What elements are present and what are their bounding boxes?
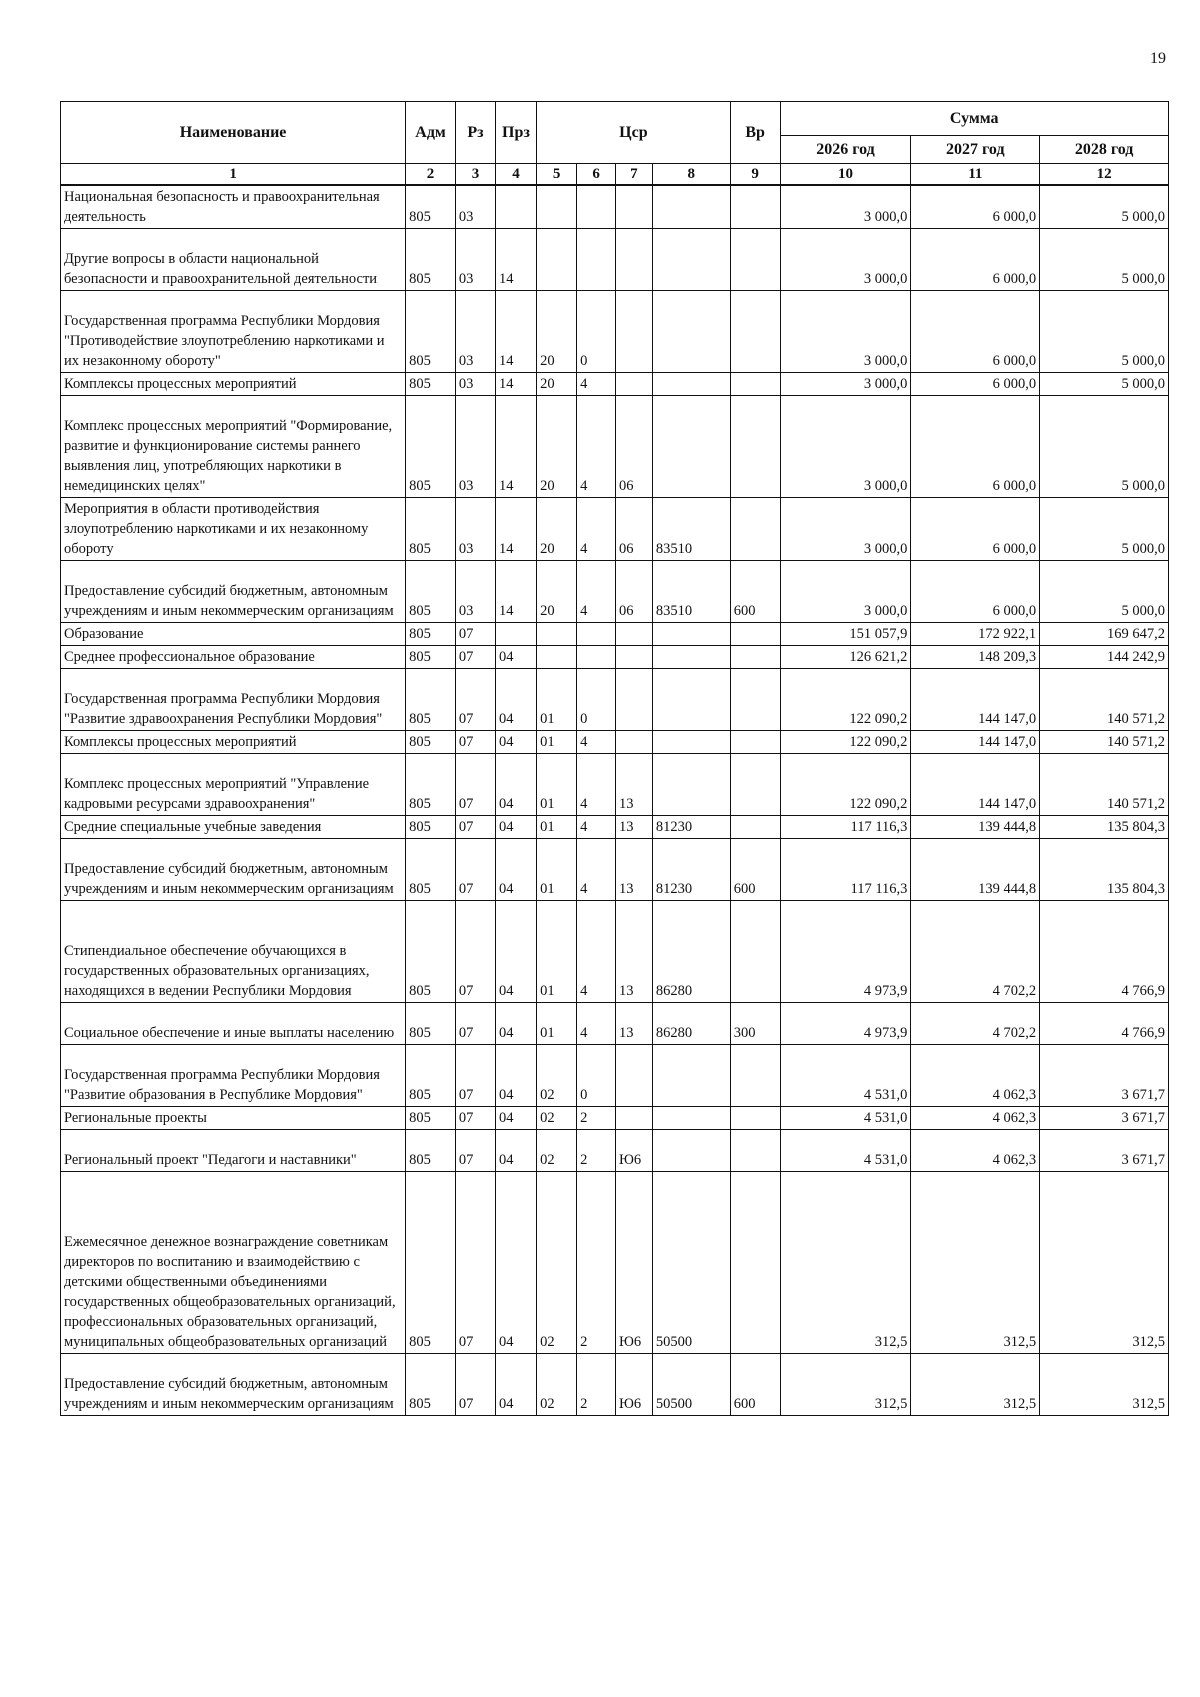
row-prz: 14 (495, 396, 536, 498)
row-vr (730, 291, 780, 373)
row-amount-2028: 169 647,2 (1040, 623, 1169, 646)
row-prz: 04 (495, 1172, 536, 1354)
row-amount-2027: 139 444,8 (911, 839, 1040, 901)
column-number: 2 (406, 164, 456, 186)
row-csr-type: 4 (577, 1003, 616, 1045)
row-name: Предоставление субсидий бюджетным, автономным учреждениям и иным некоммерческим организациям (61, 839, 406, 901)
row-csr-program: 20 (537, 373, 577, 396)
row-amount-2028: 5 000,0 (1040, 373, 1169, 396)
table-row (61, 1003, 1169, 1045)
row-name: Другие вопросы в области национальной безопасности и правоохранительной деятельности (61, 229, 406, 291)
row-csr-direction: 86280 (652, 901, 730, 1003)
row-name: Средние специальные учебные заведения (61, 816, 406, 839)
row-rz: 07 (455, 1354, 495, 1416)
row-adm: 805 (406, 901, 456, 1003)
row-amount-2026: 3 000,0 (780, 291, 911, 373)
row-csr-direction: 83510 (652, 498, 730, 561)
row-rz: 07 (455, 754, 495, 816)
row-amount-2027: 4 062,3 (911, 1130, 1040, 1172)
row-adm: 805 (406, 396, 456, 498)
row-csr-program: 01 (537, 1003, 577, 1045)
row-amount-2027: 312,5 (911, 1172, 1040, 1354)
row-rz: 03 (455, 396, 495, 498)
row-csr-direction: 81230 (652, 816, 730, 839)
row-csr-direction (652, 396, 730, 498)
row-csr-subprogram: Ю6 (616, 1172, 653, 1354)
row-amount-2027: 312,5 (911, 1354, 1040, 1416)
row-adm: 805 (406, 1130, 456, 1172)
row-csr-direction (652, 291, 730, 373)
row-csr-program: 02 (537, 1130, 577, 1172)
row-amount-2026: 122 090,2 (780, 731, 911, 754)
row-amount-2026: 122 090,2 (780, 754, 911, 816)
row-csr-direction (652, 229, 730, 291)
row-vr (730, 901, 780, 1003)
row-amount-2027: 6 000,0 (911, 396, 1040, 498)
row-amount-2026: 4 973,9 (780, 901, 911, 1003)
row-name: Комплекс процессных мероприятий "Формирование, развитие и функционирование системы раннего выявления лиц, употребляющих наркотики в немедицинских целях" (61, 396, 406, 498)
row-name: Предоставление субсидий бюджетным, автономным учреждениям и иным некоммерческим организациям (61, 1354, 406, 1416)
row-prz: 04 (495, 1045, 536, 1107)
header-year-2028: 2028 год (1040, 136, 1169, 164)
row-adm: 805 (406, 1003, 456, 1045)
row-rz: 07 (455, 623, 495, 646)
row-name: Региональные проекты (61, 1107, 406, 1130)
row-amount-2027: 144 147,0 (911, 669, 1040, 731)
row-amount-2028: 140 571,2 (1040, 754, 1169, 816)
row-amount-2026: 126 621,2 (780, 646, 911, 669)
row-amount-2027: 6 000,0 (911, 229, 1040, 291)
row-name: Среднее профессиональное образование (61, 646, 406, 669)
row-amount-2027: 172 922,1 (911, 623, 1040, 646)
row-amount-2028: 312,5 (1040, 1354, 1169, 1416)
row-csr-subprogram (616, 1107, 653, 1130)
row-rz: 07 (455, 1172, 495, 1354)
table-row (61, 1045, 1169, 1107)
row-amount-2028: 140 571,2 (1040, 669, 1169, 731)
row-adm: 805 (406, 373, 456, 396)
header-prz: Прз (495, 102, 536, 164)
row-name: Образование (61, 623, 406, 646)
table-body (61, 185, 1169, 1416)
row-prz (495, 623, 536, 646)
row-amount-2028: 3 671,7 (1040, 1130, 1169, 1172)
row-csr-program: 20 (537, 396, 577, 498)
row-csr-subprogram (616, 1045, 653, 1107)
row-amount-2028: 5 000,0 (1040, 498, 1169, 561)
column-number: 6 (577, 164, 616, 186)
row-amount-2027: 4 702,2 (911, 1003, 1040, 1045)
row-name: Стипендиальное обеспечение обучающихся в государственных образовательных организациях, находящихся в ведении Республики Мордовия (61, 901, 406, 1003)
column-number: 9 (730, 164, 780, 186)
header-adm: Адм (406, 102, 456, 164)
table-row (61, 754, 1169, 816)
column-number: 1 (61, 164, 406, 186)
row-adm: 805 (406, 731, 456, 754)
row-csr-program: 01 (537, 731, 577, 754)
row-amount-2027: 6 000,0 (911, 561, 1040, 623)
row-vr (730, 1045, 780, 1107)
row-csr-type: 4 (577, 754, 616, 816)
header-year-2027: 2027 год (911, 136, 1040, 164)
table-row (61, 185, 1169, 229)
row-amount-2028: 5 000,0 (1040, 185, 1169, 229)
row-rz: 07 (455, 901, 495, 1003)
row-vr (730, 816, 780, 839)
row-amount-2028: 4 766,9 (1040, 1003, 1169, 1045)
table-row (61, 1107, 1169, 1130)
row-vr (730, 1130, 780, 1172)
row-name: Комплексы процессных мероприятий (61, 373, 406, 396)
budget-table (60, 101, 1169, 1416)
row-csr-direction (652, 754, 730, 816)
row-adm: 805 (406, 623, 456, 646)
row-csr-program (537, 185, 577, 229)
row-prz: 14 (495, 373, 536, 396)
row-csr-type: 2 (577, 1172, 616, 1354)
row-csr-direction (652, 669, 730, 731)
row-csr-program: 20 (537, 498, 577, 561)
row-csr-program: 20 (537, 291, 577, 373)
column-number-row (61, 164, 1169, 186)
row-amount-2027: 4 062,3 (911, 1045, 1040, 1107)
row-amount-2026: 4 973,9 (780, 1003, 911, 1045)
row-rz: 07 (455, 669, 495, 731)
table-row (61, 373, 1169, 396)
header-sum: Сумма (780, 102, 1169, 136)
row-csr-subprogram (616, 373, 653, 396)
row-adm: 805 (406, 291, 456, 373)
row-csr-subprogram (616, 185, 653, 229)
row-csr-direction: 50500 (652, 1172, 730, 1354)
row-csr-direction (652, 731, 730, 754)
row-csr-program: 20 (537, 561, 577, 623)
row-amount-2027: 139 444,8 (911, 816, 1040, 839)
row-adm: 805 (406, 561, 456, 623)
row-name: Государственная программа Республики Мордовия "Противодействие злоупотреблению наркотиками и их незаконному обороту" (61, 291, 406, 373)
row-amount-2027: 6 000,0 (911, 291, 1040, 373)
row-amount-2027: 4 062,3 (911, 1107, 1040, 1130)
row-csr-type: 4 (577, 901, 616, 1003)
row-csr-direction: 81230 (652, 839, 730, 901)
row-vr (730, 185, 780, 229)
row-csr-subprogram: 13 (616, 816, 653, 839)
row-rz: 07 (455, 1130, 495, 1172)
row-csr-subprogram (616, 646, 653, 669)
row-prz: 04 (495, 731, 536, 754)
row-adm: 805 (406, 1354, 456, 1416)
row-csr-direction (652, 1130, 730, 1172)
row-amount-2026: 122 090,2 (780, 669, 911, 731)
row-csr-type: 4 (577, 816, 616, 839)
row-amount-2028: 140 571,2 (1040, 731, 1169, 754)
row-csr-subprogram: 13 (616, 839, 653, 901)
column-number: 11 (911, 164, 1040, 186)
table-row (61, 396, 1169, 498)
row-rz: 07 (455, 816, 495, 839)
row-name: Национальная безопасность и правоохранительная деятельность (61, 185, 406, 229)
table-row (61, 731, 1169, 754)
row-rz: 07 (455, 839, 495, 901)
row-name: Предоставление субсидий бюджетным, автономным учреждениям и иным некоммерческим организациям (61, 561, 406, 623)
column-number: 8 (652, 164, 730, 186)
row-prz: 04 (495, 669, 536, 731)
row-prz (495, 185, 536, 229)
header-rz: Рз (455, 102, 495, 164)
row-csr-program (537, 229, 577, 291)
table-row (61, 498, 1169, 561)
row-csr-subprogram (616, 229, 653, 291)
row-csr-direction (652, 185, 730, 229)
row-csr-program: 02 (537, 1107, 577, 1130)
table-row (61, 669, 1169, 731)
row-amount-2027: 6 000,0 (911, 373, 1040, 396)
row-csr-program: 02 (537, 1045, 577, 1107)
row-prz: 14 (495, 291, 536, 373)
row-csr-type: 0 (577, 1045, 616, 1107)
row-amount-2026: 3 000,0 (780, 396, 911, 498)
table-row (61, 561, 1169, 623)
row-prz: 04 (495, 839, 536, 901)
row-adm: 805 (406, 498, 456, 561)
row-csr-program: 02 (537, 1172, 577, 1354)
table-row (61, 646, 1169, 669)
row-csr-direction (652, 373, 730, 396)
row-amount-2028: 144 242,9 (1040, 646, 1169, 669)
row-adm: 805 (406, 1045, 456, 1107)
row-vr: 600 (730, 1354, 780, 1416)
row-csr-subprogram: 06 (616, 396, 653, 498)
row-csr-type: 4 (577, 839, 616, 901)
row-rz: 07 (455, 1045, 495, 1107)
row-vr (730, 731, 780, 754)
row-csr-direction (652, 623, 730, 646)
row-prz: 04 (495, 816, 536, 839)
row-amount-2026: 151 057,9 (780, 623, 911, 646)
row-csr-type (577, 185, 616, 229)
table-row (61, 1354, 1169, 1416)
row-adm: 805 (406, 1107, 456, 1130)
row-amount-2028: 5 000,0 (1040, 229, 1169, 291)
row-amount-2028: 5 000,0 (1040, 561, 1169, 623)
row-csr-subprogram (616, 623, 653, 646)
table-row (61, 839, 1169, 901)
row-adm: 805 (406, 229, 456, 291)
row-csr-subprogram: Ю6 (616, 1130, 653, 1172)
row-amount-2028: 5 000,0 (1040, 396, 1169, 498)
row-csr-direction: 86280 (652, 1003, 730, 1045)
row-csr-type: 4 (577, 396, 616, 498)
row-name: Комплекс процессных мероприятий "Управление кадровыми ресурсами здравоохранения" (61, 754, 406, 816)
row-csr-type (577, 623, 616, 646)
column-number: 12 (1040, 164, 1169, 186)
row-csr-subprogram (616, 731, 653, 754)
row-prz: 04 (495, 754, 536, 816)
row-rz: 03 (455, 185, 495, 229)
row-adm: 805 (406, 1172, 456, 1354)
row-csr-direction: 83510 (652, 561, 730, 623)
row-amount-2028: 5 000,0 (1040, 291, 1169, 373)
row-rz: 07 (455, 646, 495, 669)
row-rz: 07 (455, 1003, 495, 1045)
row-name: Государственная программа Республики Мордовия "Развитие образования в Республике Мордовия" (61, 1045, 406, 1107)
table-row (61, 901, 1169, 1003)
row-csr-direction (652, 1107, 730, 1130)
row-amount-2027: 6 000,0 (911, 498, 1040, 561)
column-number: 3 (455, 164, 495, 186)
row-csr-type: 2 (577, 1354, 616, 1416)
row-rz: 03 (455, 373, 495, 396)
row-prz: 04 (495, 1354, 536, 1416)
row-csr-program (537, 623, 577, 646)
column-number: 10 (780, 164, 911, 186)
row-prz: 04 (495, 1130, 536, 1172)
row-csr-subprogram: 13 (616, 754, 653, 816)
row-csr-subprogram: 13 (616, 1003, 653, 1045)
row-adm: 805 (406, 754, 456, 816)
row-vr: 600 (730, 561, 780, 623)
row-adm: 805 (406, 185, 456, 229)
table-row (61, 816, 1169, 839)
row-amount-2028: 312,5 (1040, 1172, 1169, 1354)
header-year-2026: 2026 год (780, 136, 911, 164)
row-amount-2026: 312,5 (780, 1172, 911, 1354)
row-amount-2026: 3 000,0 (780, 561, 911, 623)
row-amount-2026: 3 000,0 (780, 229, 911, 291)
table-row (61, 1130, 1169, 1172)
table-row (61, 1172, 1169, 1354)
column-number: 4 (495, 164, 536, 186)
row-amount-2028: 135 804,3 (1040, 839, 1169, 901)
row-amount-2027: 148 209,3 (911, 646, 1040, 669)
header-csr: Цср (537, 102, 731, 164)
row-csr-program: 01 (537, 754, 577, 816)
row-adm: 805 (406, 669, 456, 731)
header-vr: Вр (730, 102, 780, 164)
row-vr (730, 229, 780, 291)
row-amount-2028: 3 671,7 (1040, 1107, 1169, 1130)
row-rz: 03 (455, 498, 495, 561)
row-name: Мероприятия в области противодействия злоупотреблению наркотиками и их незаконному обороту (61, 498, 406, 561)
row-prz: 14 (495, 561, 536, 623)
row-amount-2027: 6 000,0 (911, 185, 1040, 229)
row-vr (730, 754, 780, 816)
row-vr (730, 623, 780, 646)
row-prz: 04 (495, 646, 536, 669)
row-vr (730, 498, 780, 561)
row-vr (730, 396, 780, 498)
row-amount-2027: 144 147,0 (911, 754, 1040, 816)
row-csr-program (537, 646, 577, 669)
row-csr-direction (652, 646, 730, 669)
row-amount-2026: 312,5 (780, 1354, 911, 1416)
row-amount-2026: 117 116,3 (780, 839, 911, 901)
row-csr-type: 4 (577, 561, 616, 623)
row-amount-2026: 3 000,0 (780, 185, 911, 229)
row-prz: 04 (495, 1003, 536, 1045)
row-prz: 04 (495, 1107, 536, 1130)
row-csr-subprogram: 13 (616, 901, 653, 1003)
row-amount-2027: 144 147,0 (911, 731, 1040, 754)
table-row (61, 623, 1169, 646)
row-amount-2026: 4 531,0 (780, 1130, 911, 1172)
row-adm: 805 (406, 839, 456, 901)
row-csr-type (577, 229, 616, 291)
row-csr-type (577, 646, 616, 669)
row-prz: 04 (495, 901, 536, 1003)
header-name: Наименование (61, 102, 406, 164)
row-csr-direction (652, 1045, 730, 1107)
row-amount-2028: 135 804,3 (1040, 816, 1169, 839)
row-amount-2026: 3 000,0 (780, 373, 911, 396)
row-csr-subprogram: 06 (616, 498, 653, 561)
row-vr: 600 (730, 839, 780, 901)
row-csr-subprogram (616, 669, 653, 731)
row-csr-direction: 50500 (652, 1354, 730, 1416)
row-amount-2026: 4 531,0 (780, 1045, 911, 1107)
row-amount-2026: 117 116,3 (780, 816, 911, 839)
row-amount-2026: 4 531,0 (780, 1107, 911, 1130)
row-name: Комплексы процессных мероприятий (61, 731, 406, 754)
row-vr (730, 646, 780, 669)
row-name: Государственная программа Республики Мордовия "Развитие здравоохранения Республики Мордовия" (61, 669, 406, 731)
column-number: 5 (537, 164, 577, 186)
row-csr-type: 4 (577, 373, 616, 396)
row-rz: 07 (455, 731, 495, 754)
row-csr-type: 2 (577, 1107, 616, 1130)
row-rz: 03 (455, 561, 495, 623)
row-amount-2027: 4 702,2 (911, 901, 1040, 1003)
row-adm: 805 (406, 816, 456, 839)
row-csr-type: 0 (577, 669, 616, 731)
row-name: Социальное обеспечение и иные выплаты населению (61, 1003, 406, 1045)
row-amount-2028: 3 671,7 (1040, 1045, 1169, 1107)
row-csr-program: 02 (537, 1354, 577, 1416)
row-prz: 14 (495, 498, 536, 561)
row-csr-subprogram (616, 291, 653, 373)
page-number: 19 (1150, 50, 1166, 67)
row-amount-2026: 3 000,0 (780, 498, 911, 561)
row-adm: 805 (406, 646, 456, 669)
row-csr-program: 01 (537, 901, 577, 1003)
row-csr-program: 01 (537, 839, 577, 901)
row-csr-program: 01 (537, 669, 577, 731)
column-number: 7 (616, 164, 653, 186)
row-csr-type: 4 (577, 731, 616, 754)
row-csr-type: 0 (577, 291, 616, 373)
row-csr-subprogram: Ю6 (616, 1354, 653, 1416)
row-name: Региональный проект "Педагоги и наставники" (61, 1130, 406, 1172)
row-vr: 300 (730, 1003, 780, 1045)
row-csr-type: 4 (577, 498, 616, 561)
row-name: Ежемесячное денежное вознаграждение советникам директоров по воспитанию и взаимодействию с детскими общественными объединениями государственных общеобразовательных организаций, профессиональных образовательных организаций, муниципальных общеобразовательных организаций (61, 1172, 406, 1354)
row-vr (730, 373, 780, 396)
row-rz: 03 (455, 291, 495, 373)
row-vr (730, 669, 780, 731)
row-amount-2028: 4 766,9 (1040, 901, 1169, 1003)
table-row (61, 291, 1169, 373)
row-vr (730, 1172, 780, 1354)
row-prz: 14 (495, 229, 536, 291)
table-row (61, 229, 1169, 291)
row-csr-program: 01 (537, 816, 577, 839)
row-rz: 03 (455, 229, 495, 291)
row-rz: 07 (455, 1107, 495, 1130)
row-csr-subprogram: 06 (616, 561, 653, 623)
row-vr (730, 1107, 780, 1130)
row-csr-type: 2 (577, 1130, 616, 1172)
